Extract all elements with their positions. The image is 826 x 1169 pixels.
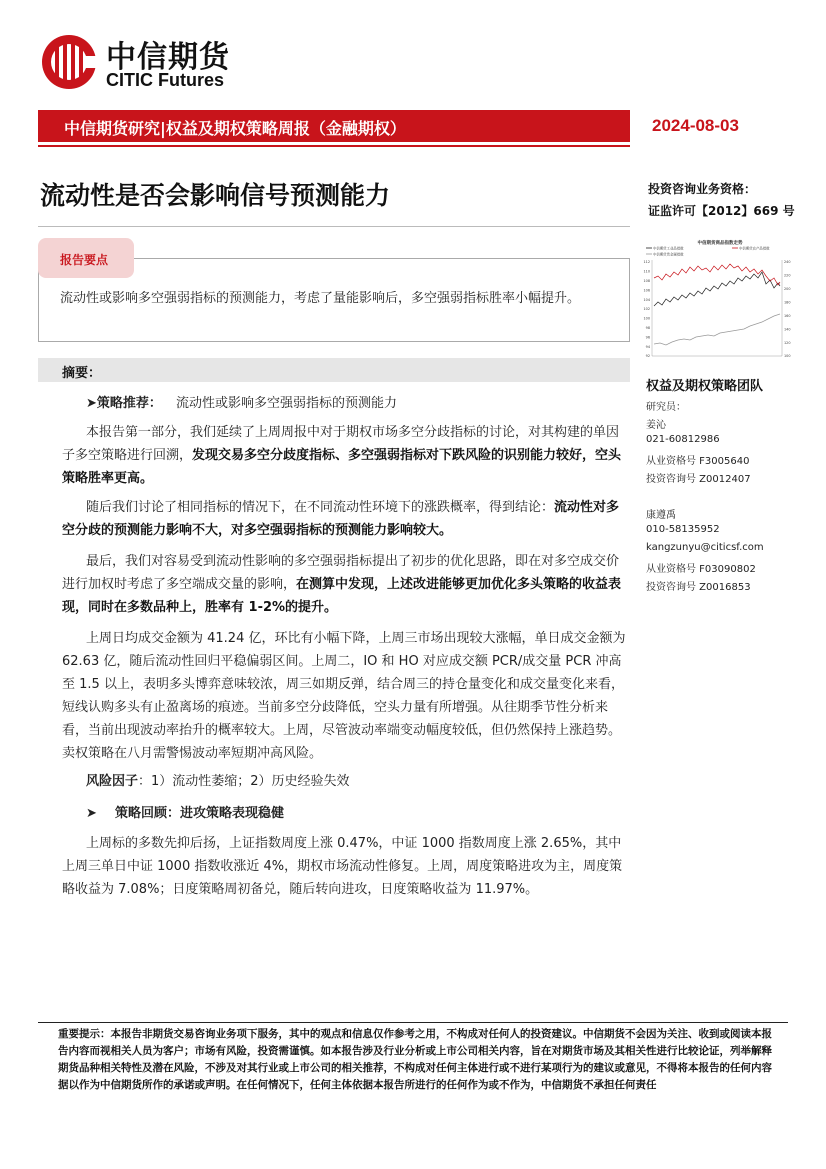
summary-paragraph-3: 最后，我们对容易受到流动性影响的多空强弱指标提出了初步的优化思路，即在对多空成交价进行加权时考虑了多空端成交量的影响，在测算中发现，上述改进能够更加优化多头策略的收益表现，同时在多数品种上，胜率有 1-2%的提升。 [62,554,622,615]
summary-bar [38,358,630,382]
researcher-1-advisory: 投资咨询号 Z0012407 [646,474,751,485]
series-line-gray [654,314,780,345]
y-right-tick-label: 160 [784,313,791,318]
researcher-1-license: 从业资格号 F3005640 [646,456,750,467]
y-right-tick-label: 240 [784,260,791,265]
y-left-tick-label: 104 [643,297,650,302]
y-left-tick-label: 102 [643,307,650,312]
summary-paragraph-1: 本报告第一部分，我们延续了上周周报中对于期权市场多空分歧指标的讨论，对其构建的单因子多空策略进行回溯，发现交易多空分歧度指标、多空强弱指标对下跌风险的识别能力较好，空头策略胜率更高。 [62,425,622,486]
disclaimer-text: 重要提示：本报告非期货交易咨询业务项下服务，其中的观点和信息仅作参考之用，不构成对任何人的投资建议。中信期货不会因为关注、收到或阅读本报告内容而视相关人员为客户；市场有风险，投资需谨慎。如本报告涉及行业分析或上市公司相关内容，旨在对期货市场及其相关性进行比较论证，列举解释期货品种相关特性及潜在风险，不涉及对其行业或上市公司的相关推荐，不构成对任何主体进行或不进行某项行为的建议或意见，不得将本报告的任何内容据以作为中信期货所作的承诺或声明。在任何情况下，任何主体依据本报告所进行的任何作为或不作为，中信期货不承担任何责任 [58,1028,772,1091]
researcher-1-phone: 021-60812986 [646,434,720,445]
researcher-2-name: 康遵禹 [646,510,676,521]
key-points-text: 流动性或影响多空强弱指标的预测能力，考虑了量能影响后，多空强弱指标胜率小幅提升。 [60,291,581,306]
strategy-text: 流动性或影响多空强弱指标的预测能力 [176,396,398,411]
researcher-1-name: 姜沁 [646,420,666,431]
footer-divider [38,1022,788,1023]
legend-series-1: 中信期货工业品指数 [653,246,684,251]
team-title: 权益及期权策略团队 [646,379,764,394]
y-left-tick-label: 98 [645,326,650,330]
researcher-2-license: 从业资格号 F03090802 [646,564,756,575]
risk-label: 风险因子 [86,774,139,789]
series-line-red [654,264,780,285]
risk-text: ：1）流动性萎缩；2）历史经验失效 [138,774,350,789]
summary-paragraph-5: 上周标的多数先抑后扬，上证指数周度上涨 0.47%，中证 1000 指数周度上涨 2.65%，其中上周三单日中证 1000 指数收涨近 4%，期权市场流动性修复。上周，周度策略进攻为主，周度策略收益为 7.08%；日度策略周初备兑，随后转向进攻，日度策略收益为 11.97%。 [62,836,623,897]
key-points-tab-label: 报告要点 [60,253,109,267]
researcher-label: 研究员： [646,402,686,413]
y-right-tick-label: 140 [784,327,791,332]
y-right-tick-label: 220 [784,273,791,278]
researcher-2-advisory: 投资咨询号 Z0016853 [646,582,751,593]
summary-label: 摘要： [62,366,102,381]
y-left-tick-label: 92 [645,354,650,359]
y-left-tick-label: 94 [645,344,650,349]
qualification-line1: 投资咨询业务资格： [648,182,757,196]
qualification-line2: 证监许可【2012】669 号 [648,204,795,218]
y-left-tick-label: 106 [643,288,650,293]
review-arrow-icon: ➤ [86,806,97,821]
banner-title: 中信期货研究|权益及期权策略周报（金融期权） [64,119,406,138]
legend-series-3: 中信期货贵金属指数 [653,252,684,257]
y-left-tick-label: 108 [643,279,650,283]
review-label: 策略回顾：进攻策略表现稳健 [115,806,285,821]
y-right-tick-label: 180 [784,300,791,305]
legend-series-2: 中信期货农产品指数 [739,246,770,251]
y-right-tick-label: 100 [784,354,791,359]
strategy-recommendation [86,392,397,411]
y-right-tick-label: 200 [784,287,791,292]
y-left-tick-label: 110 [643,269,650,274]
y-left-tick-label: 100 [643,316,650,321]
commodity-index-chart [642,236,798,360]
risk-factors [86,770,350,789]
strategy-label: ➤策略推荐： [86,396,162,411]
chart-title: 中信期货商品指数走势 [697,241,743,246]
researcher-2-phone: 010-58135952 [646,524,720,535]
page-title: 流动性是否会影响信号预测能力 [40,181,391,210]
series-line-black [654,272,780,306]
report-date: 2024-08-03 [652,116,739,135]
y-left-tick-label: 112 [643,260,650,265]
strategy-review [86,802,284,821]
title-divider [38,226,630,227]
researcher-2-email[interactable]: kangzunyu@citicsf.com [646,542,764,553]
brand-name-cn: 中信期货 [106,40,230,75]
summary-paragraph-2: 随后我们讨论了相同指标的情况下，在不同流动性环境下的涨跌概率，得到结论：流动性对多空分歧的预测能力影响不大，对多空强弱指标的预测能力影响较大。 [62,500,620,538]
brand-name-en: CITIC Futures [106,70,225,90]
header-divider [38,145,630,147]
y-left-tick-label: 96 [645,335,650,340]
y-right-tick-label: 120 [784,340,791,345]
summary-paragraph-4: 上周日均成交金额为 41.24 亿，环比有小幅下降，上周三市场出现较大涨幅，单日成交金额为 62.63 亿，随后流动性回归平稳偏弱区间。上周二，IO 和 HO 对应成交额 PCR/成交量 PCR 冲高至 1.5 以上，表明多头博弈意味较浓，周三如期反弹，结合周三的持仓量变化和成交量变化来看，短线认购多头有止盈离场的痕迹。当前多空分歧降低，空头力量有所增强。从往期季节性分析来看，当前出现波动率抬升的概率较大。上周，尽管波动率端变动幅度较低，但仍然保持上涨趋势。卖权策略在八月需警惕波动率短期冲高风险。 [62,631,626,761]
